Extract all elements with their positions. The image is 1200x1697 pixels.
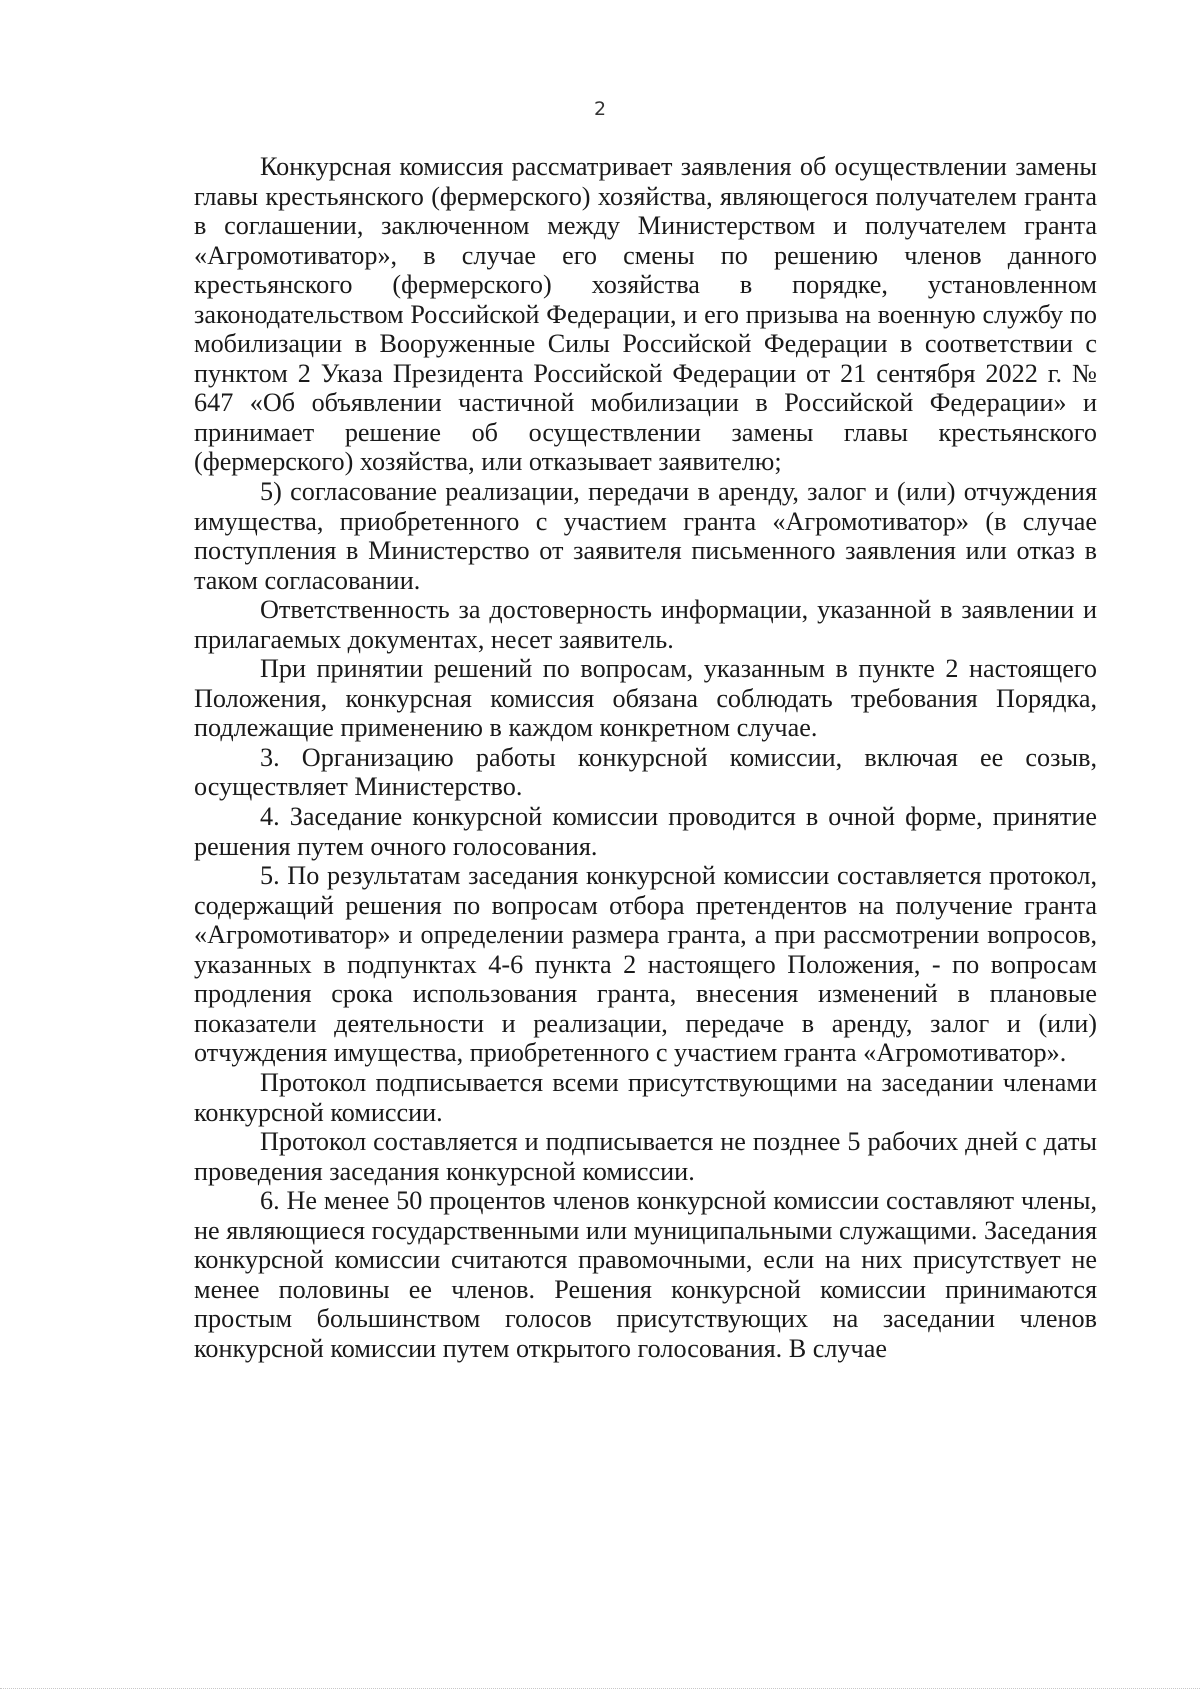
paragraph-section-4: 4. Заседание конкурсной комиссии проводится в очной форме, принятие решения путем очного голосования. xyxy=(194,802,1097,861)
paragraph-section-6: 6. Не менее 50 процентов членов конкурсной комиссии составляют члены, не являющиеся государственными или муниципальными служащими. Заседания конкурсной комиссии считаются правомочными, если на них присутствует не менее половины ее членов. Решения конкурсной комиссии принимаются простым большинством голосов присутствующих на заседании членов конкурсной комиссии путем открытого голосования. В случае xyxy=(194,1186,1097,1363)
paragraph-section-3: 3. Организацию работы конкурсной комиссии, включая ее созыв, осуществляет Министерство. xyxy=(194,742,1097,802)
paragraph-commission-review: Конкурсная комиссия рассматривает заявления об осуществлении замены главы крестьянского (фермерского) хозяйства, являющегося получателем гранта в соглашении, заключенном между Министерством и получателем гранта «Агромотиватор», в случае его смены по решению членов данного крестьянского (фермерского) хозяйства в порядке, установленном законодательством Российской Федерации, и его призыва на военную службу по мобилизации в Вооруженные Силы Российской Федерации в соответствии с пунктом 2 Указа Президента Российской Федерации от 21 сентября 2022 г. № 647 «Об объявлении частичной мобилизации в Российской Федерации» и принимает решение об осуществлении замены главы крестьянского (фермерского) хозяйства, или отказывает заявителю; xyxy=(194,152,1097,477)
paragraph-section-5: 5. По результатам заседания конкурсной комиссии составляется протокол, содержащий решения по вопросам отбора претендентов на получение гранта «Агромотиватор» и определении размера гранта, а при рассмотрении вопросов, указанных в подпунктах 4-6 пункта 2 настоящего Положения, - по вопросам продления срока использования гранта, внесения изменений в плановые показатели деятельности и реализации, передаче в аренду, залог и (или) отчуждения имущества, приобретенного с участием гранта «Агромотиватор». xyxy=(194,861,1097,1068)
paragraph-responsibility: Ответственность за достоверность информации, указанной в заявлении и прилагаемых документах, несет заявитель. xyxy=(194,595,1097,654)
document-body xyxy=(194,152,1097,1363)
paragraph-protocol-signing: Протокол подписывается всеми присутствующими на заседании членами конкурсной комиссии. xyxy=(194,1067,1097,1127)
paragraph-decision-requirements: При принятии решений по вопросам, указанным в пункте 2 настоящего Положения, конкурсная комиссия обязана соблюдать требования Порядка, подлежащие применению в каждом конкретном случае. xyxy=(194,654,1097,743)
paragraph-protocol-deadline: Протокол составляется и подписывается не позднее 5 рабочих дней с даты проведения заседания конкурсной комиссии. xyxy=(194,1127,1097,1186)
scan-edge-line xyxy=(0,1688,1200,1689)
paragraph-item-5-approval: 5) согласование реализации, передачи в аренду, залог и (или) отчуждения имущества, приобретенного с участием гранта «Агромотиватор» (в случае поступления в Министерство от заявителя письменного заявления или отказ в таком согласовании. xyxy=(194,477,1097,595)
page-number: 2 xyxy=(593,98,607,120)
